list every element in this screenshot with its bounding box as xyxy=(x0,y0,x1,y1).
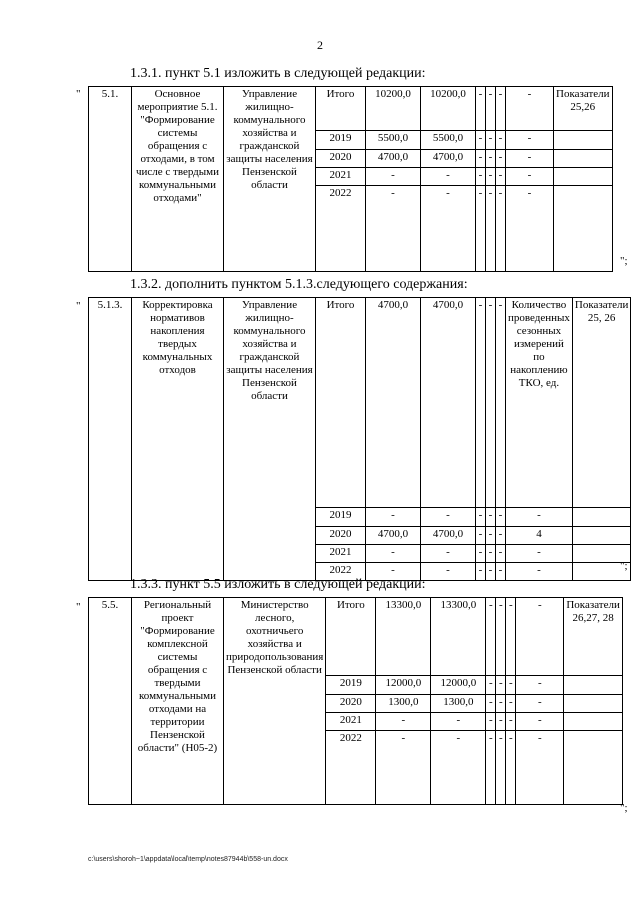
dash-cell: - xyxy=(486,150,496,168)
target-cell: Показатели 25,26 xyxy=(554,87,613,131)
file-path-footer: c:\users\shoroh~1\appdata\local\temp\notes87944b\558-un.docx xyxy=(88,856,288,863)
regional-cell: - xyxy=(421,563,476,581)
dash-cell: - xyxy=(476,186,486,272)
table-row xyxy=(89,598,623,676)
regional-cell: 4700,0 xyxy=(421,298,476,508)
indicator-cell: - xyxy=(506,563,573,581)
target-cell-empty xyxy=(554,131,613,150)
dash-cell: - xyxy=(476,131,486,150)
year-cell: 2020 xyxy=(326,695,376,713)
page-number: 2 xyxy=(317,38,323,52)
target-cell-empty xyxy=(564,731,623,805)
dash-cell: - xyxy=(476,545,486,563)
dash-cell: - xyxy=(486,545,496,563)
total-cell: 4700,0 xyxy=(366,298,421,508)
indicator-cell: - xyxy=(506,150,554,168)
indicator-cell: - xyxy=(516,598,564,676)
dash-cell: - xyxy=(486,563,496,581)
item-name: Региональный проект "Формирование комплексной системы обращения с твердыми коммунальными отходами на территории Пензенской области" (Н05-2) xyxy=(132,598,224,805)
item-executor: Управление жилищно-коммунального хозяйства и гражданской защиты населения Пензенской области xyxy=(224,298,316,581)
dash-cell: - xyxy=(476,298,486,508)
open-quote: " xyxy=(76,601,81,613)
dash-cell: - xyxy=(486,87,496,131)
target-cell-empty xyxy=(554,186,613,272)
dash-cell: - xyxy=(506,713,516,731)
regional-cell: 12000,0 xyxy=(431,676,486,695)
target-cell-empty xyxy=(572,563,631,581)
item-number: 5.1. xyxy=(89,87,132,272)
year-cell: 2021 xyxy=(316,545,366,563)
total-cell: 4700,0 xyxy=(366,150,421,168)
regional-cell: 4700,0 xyxy=(421,150,476,168)
table-row xyxy=(89,298,631,508)
program-table xyxy=(88,297,631,581)
dash-cell: - xyxy=(476,87,486,131)
target-cell-empty xyxy=(564,676,623,695)
regional-cell: 13300,0 xyxy=(431,598,486,676)
target-cell-empty xyxy=(564,713,623,731)
total-cell: - xyxy=(376,731,431,805)
dash-cell: - xyxy=(496,168,506,186)
year-cell: 2022 xyxy=(326,731,376,805)
dash-cell: - xyxy=(486,527,496,545)
total-cell: - xyxy=(366,545,421,563)
dash-cell: - xyxy=(496,713,506,731)
dash-cell: - xyxy=(486,168,496,186)
dash-cell: - xyxy=(486,186,496,272)
total-cell: - xyxy=(366,563,421,581)
regional-cell: 1300,0 xyxy=(431,695,486,713)
year-cell: 2020 xyxy=(316,527,366,545)
dash-cell: - xyxy=(506,731,516,805)
target-cell-empty xyxy=(572,527,631,545)
close-quote: "; xyxy=(620,802,628,814)
target-cell-empty xyxy=(572,508,631,527)
regional-cell: 5500,0 xyxy=(421,131,476,150)
indicator-cell: - xyxy=(506,131,554,150)
dash-cell: - xyxy=(496,695,506,713)
regional-cell: - xyxy=(421,168,476,186)
total-cell: 10200,0 xyxy=(366,87,421,131)
section-heading: 1.3.2. дополнить пунктом 5.1.3.следующего содержания: xyxy=(130,277,468,292)
year-cell: 2019 xyxy=(326,676,376,695)
dash-cell: - xyxy=(476,527,486,545)
regional-cell: 4700,0 xyxy=(421,527,476,545)
target-cell: Показатели 26,27, 28 xyxy=(564,598,623,676)
dash-cell: - xyxy=(476,563,486,581)
total-cell: - xyxy=(366,186,421,272)
dash-cell: - xyxy=(486,598,496,676)
total-cell: 13300,0 xyxy=(376,598,431,676)
dash-cell: - xyxy=(496,186,506,272)
dash-cell: - xyxy=(496,87,506,131)
indicator-cell: - xyxy=(506,87,554,131)
dash-cell: - xyxy=(476,150,486,168)
section-heading: 1.3.1. пункт 5.1 изложить в следующей редакции: xyxy=(130,66,426,81)
target-cell-empty xyxy=(554,150,613,168)
dash-cell: - xyxy=(496,545,506,563)
year-cell: 2020 xyxy=(316,150,366,168)
dash-cell: - xyxy=(496,527,506,545)
dash-cell: - xyxy=(506,676,516,695)
program-table xyxy=(88,597,623,805)
regional-cell: - xyxy=(421,508,476,527)
year-cell: 2021 xyxy=(316,168,366,186)
year-cell: 2021 xyxy=(326,713,376,731)
total-cell: 4700,0 xyxy=(366,527,421,545)
year-cell: 2019 xyxy=(316,508,366,527)
target-cell-empty xyxy=(564,695,623,713)
dash-cell: - xyxy=(486,508,496,527)
open-quote: " xyxy=(76,88,81,100)
indicator-cell: - xyxy=(516,676,564,695)
dash-cell: - xyxy=(486,131,496,150)
total-cell: 12000,0 xyxy=(376,676,431,695)
regional-cell: - xyxy=(421,545,476,563)
regional-cell: - xyxy=(431,731,486,805)
dash-cell: - xyxy=(486,695,496,713)
item-number: 5.5. xyxy=(89,598,132,805)
indicator-cell: - xyxy=(506,545,573,563)
dash-cell: - xyxy=(486,713,496,731)
regional-cell: - xyxy=(431,713,486,731)
section-heading: 1.3.3. пункт 5.5 изложить в следующей редакции: xyxy=(130,577,426,592)
target-cell: Показатели 25, 26 xyxy=(572,298,631,508)
indicator-cell: Количество проведенных сезонных измерений по накоплению ТКО, ед. xyxy=(506,298,573,508)
program-table xyxy=(88,86,613,272)
indicator-cell: - xyxy=(506,186,554,272)
dash-cell: - xyxy=(496,676,506,695)
dash-cell: - xyxy=(496,508,506,527)
year-cell: Итого xyxy=(316,87,366,131)
dash-cell: - xyxy=(476,168,486,186)
total-cell: 1300,0 xyxy=(376,695,431,713)
indicator-cell: 4 xyxy=(506,527,573,545)
regional-cell: - xyxy=(421,186,476,272)
dash-cell: - xyxy=(486,676,496,695)
close-quote: "; xyxy=(620,560,628,572)
dash-cell: - xyxy=(496,598,506,676)
dash-cell: - xyxy=(506,598,516,676)
target-cell-empty xyxy=(554,168,613,186)
total-cell: - xyxy=(376,713,431,731)
year-cell: 2022 xyxy=(316,563,366,581)
dash-cell: - xyxy=(476,508,486,527)
item-name: Основное мероприятие 5.1. "Формирование системы обращения с отходами, в том числе с твердыми коммунальными отходами" xyxy=(132,87,224,272)
indicator-cell: - xyxy=(516,713,564,731)
indicator-cell: - xyxy=(506,508,573,527)
dash-cell: - xyxy=(506,695,516,713)
table-row xyxy=(89,87,613,131)
year-cell: 2022 xyxy=(316,186,366,272)
dash-cell: - xyxy=(496,563,506,581)
total-cell: - xyxy=(366,168,421,186)
regional-cell: 10200,0 xyxy=(421,87,476,131)
year-cell: 2019 xyxy=(316,131,366,150)
dash-cell: - xyxy=(486,731,496,805)
item-executor: Министерство лесного, охотничьего хозяйства и природопользования Пензенской области xyxy=(224,598,326,805)
indicator-cell: - xyxy=(516,731,564,805)
dash-cell: - xyxy=(486,298,496,508)
year-cell: Итого xyxy=(316,298,366,508)
item-executor: Управление жилищно-коммунального хозяйства и гражданской защиты населения Пензенской области xyxy=(224,87,316,272)
dash-cell: - xyxy=(496,731,506,805)
dash-cell: - xyxy=(496,298,506,508)
open-quote: " xyxy=(76,300,81,312)
total-cell: - xyxy=(366,508,421,527)
target-cell-empty xyxy=(572,545,631,563)
dash-cell: - xyxy=(496,150,506,168)
indicator-cell: - xyxy=(506,168,554,186)
item-name: Корректировка нормативов накопления твердых коммунальных отходов xyxy=(132,298,224,581)
close-quote: "; xyxy=(620,255,628,267)
year-cell: Итого xyxy=(326,598,376,676)
item-number: 5.1.3. xyxy=(89,298,132,581)
indicator-cell: - xyxy=(516,695,564,713)
total-cell: 5500,0 xyxy=(366,131,421,150)
dash-cell: - xyxy=(496,131,506,150)
